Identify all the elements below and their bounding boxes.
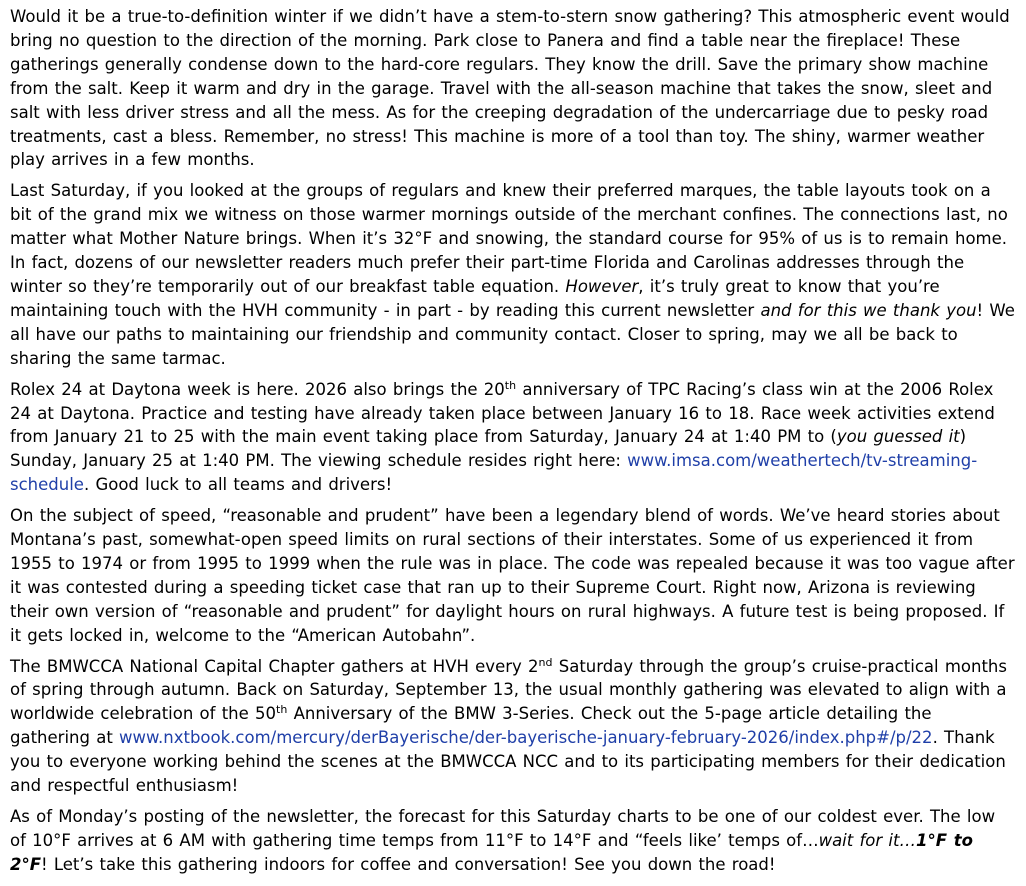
- emphasis-feels-like-temps: 1°F to 2°F: [10, 830, 973, 874]
- emphasis-however: However: [565, 276, 639, 296]
- paragraph-text: Saturday through the group’s cruise-practical months of spring through autumn. Back on Saturday, September 13, the usual monthly gathering was elevated to align with a worldwide celebration of the 50: [10, 656, 1007, 724]
- superscript-ordinal: th: [276, 703, 288, 717]
- paragraph-text: ) Sunday, January 25 at 1:40 PM. The viewing schedule resides right here:: [10, 427, 967, 471]
- paragraph-text: . Thank you to everyone working behind the scenes at the BMWCCA NCC and to its participating members for their dedication and respectful enthusiasm!: [10, 728, 1006, 796]
- paragraph-text: The BMWCCA National Capital Chapter gathers at HVH every 2: [10, 656, 539, 676]
- paragraph-snow-gathering: [10, 5, 1016, 172]
- paragraph-bmwcca: [10, 655, 1016, 798]
- paragraph-text: Rolex 24 at Daytona week is here. 2026 also brings the 20: [10, 379, 505, 399]
- emphasis-you-guessed-it: you guessed it: [836, 427, 960, 447]
- paragraph-last-saturday: [10, 179, 1016, 370]
- paragraph-forecast: [10, 805, 1016, 877]
- superscript-ordinal: th: [504, 378, 517, 392]
- imsa-schedule-link[interactable]: www.imsa.com/weathertech/tv-streaming-schedule: [10, 451, 978, 495]
- paragraph-text: ! We all have our paths to maintaining our friendship and community contact. Closer to spring, may we all be back to sharing the same tarmac.: [10, 300, 1015, 368]
- paragraph-text: ! Let’s take this gathering indoors for coffee and conversation! See you down the road!: [41, 854, 776, 874]
- paragraph-reasonable-prudent: [10, 504, 1016, 647]
- paragraph-text: anniversary of TPC Racing’s class win at the 2006 Rolex 24 at Daytona. Practice and testing have already taken place between January 16 to 18. Race week activities extend from January 21 to 25 with the main event taking place from Saturday, January 24 at 1:40 PM to (: [10, 379, 995, 447]
- paragraph-rolex-24: [10, 378, 1016, 498]
- paragraph-text: . Good luck to all teams and drivers!: [83, 475, 393, 495]
- emphasis-wait-for-it: wait for it…: [818, 830, 916, 850]
- emphasis-thank-you: and for this we thank you: [760, 300, 977, 320]
- paragraph-text: Would it be a true-to-definition winter if we didn’t have a stem-to-stern snow gathering? This atmospheric event would bring no question to the direction of the morning. Park close to Panera and find a table near the fireplace! These gatherings generally condense down to the hard-core regulars. They know the drill. Save the primary show machine from the salt. Keep it warm and dry in the garage. Travel with the all-season machine that takes the snow, sleet and salt with less driver stress and all the mess. As for the creeping degradation of the undercarriage due to pesky road treatments, cast a bless. Remember, no stress! This machine is more of a tool than toy. The shiny, warmer weather play arrives in a few months.: [10, 7, 1010, 170]
- superscript-ordinal: nd: [538, 655, 553, 669]
- paragraph-text: Anniversary of the BMW 3-Series. Check out the 5-page article detailing the gathering at: [10, 704, 932, 748]
- paragraph-text: As of Monday’s posting of the newsletter, the forecast for this Saturday charts to be one of our coldest ever. The low of 10°F arrives at 6 AM with gathering time temps from 11°F to 14°F and “feels like’ temps of…: [10, 807, 996, 850]
- paragraph-text: On the subject of speed, “reasonable and prudent” have been a legendary blend of words. We’ve heard stories about Montana’s past, somewhat-open speed limits on rural sections of their interstates. Some of us experienced it from 1955 to 1974 or from 1995 to 1999 when the rule was in place. The code was repealed because it was too vague after it was contested during a speeding ticket case that ran up to their Supreme Court. Right now, Arizona is reviewing their own version of “reasonable and prudent” for daylight hours on rural highways. A future test is being proposed. If it gets locked in, welcome to the “American Autobahn”.: [10, 506, 1015, 645]
- der-bayerische-article-link[interactable]: www.nxtbook.com/mercury/derBayerische/der-bayerische-january-february-2026/index.php#/p/22: [119, 728, 933, 748]
- paragraph-text: Last Saturday, if you looked at the groups of regulars and knew their preferred marques, the table layouts took on a bit of the grand mix we witness on those warmer mornings outside of the merchant confines. The connections last, no matter what Mother Nature brings. When it’s 32°F and snowing, the standard course for 95% of us is to remain home. In fact, dozens of our newsletter readers much prefer their part-time Florida and Carolinas addresses through the winter so they’re temporarily out of our breakfast table equation.: [10, 181, 1008, 296]
- paragraph-text: , it’s truly great to know that you’re maintaining touch with the HVH community - in part - by reading this current newsletter: [10, 276, 940, 320]
